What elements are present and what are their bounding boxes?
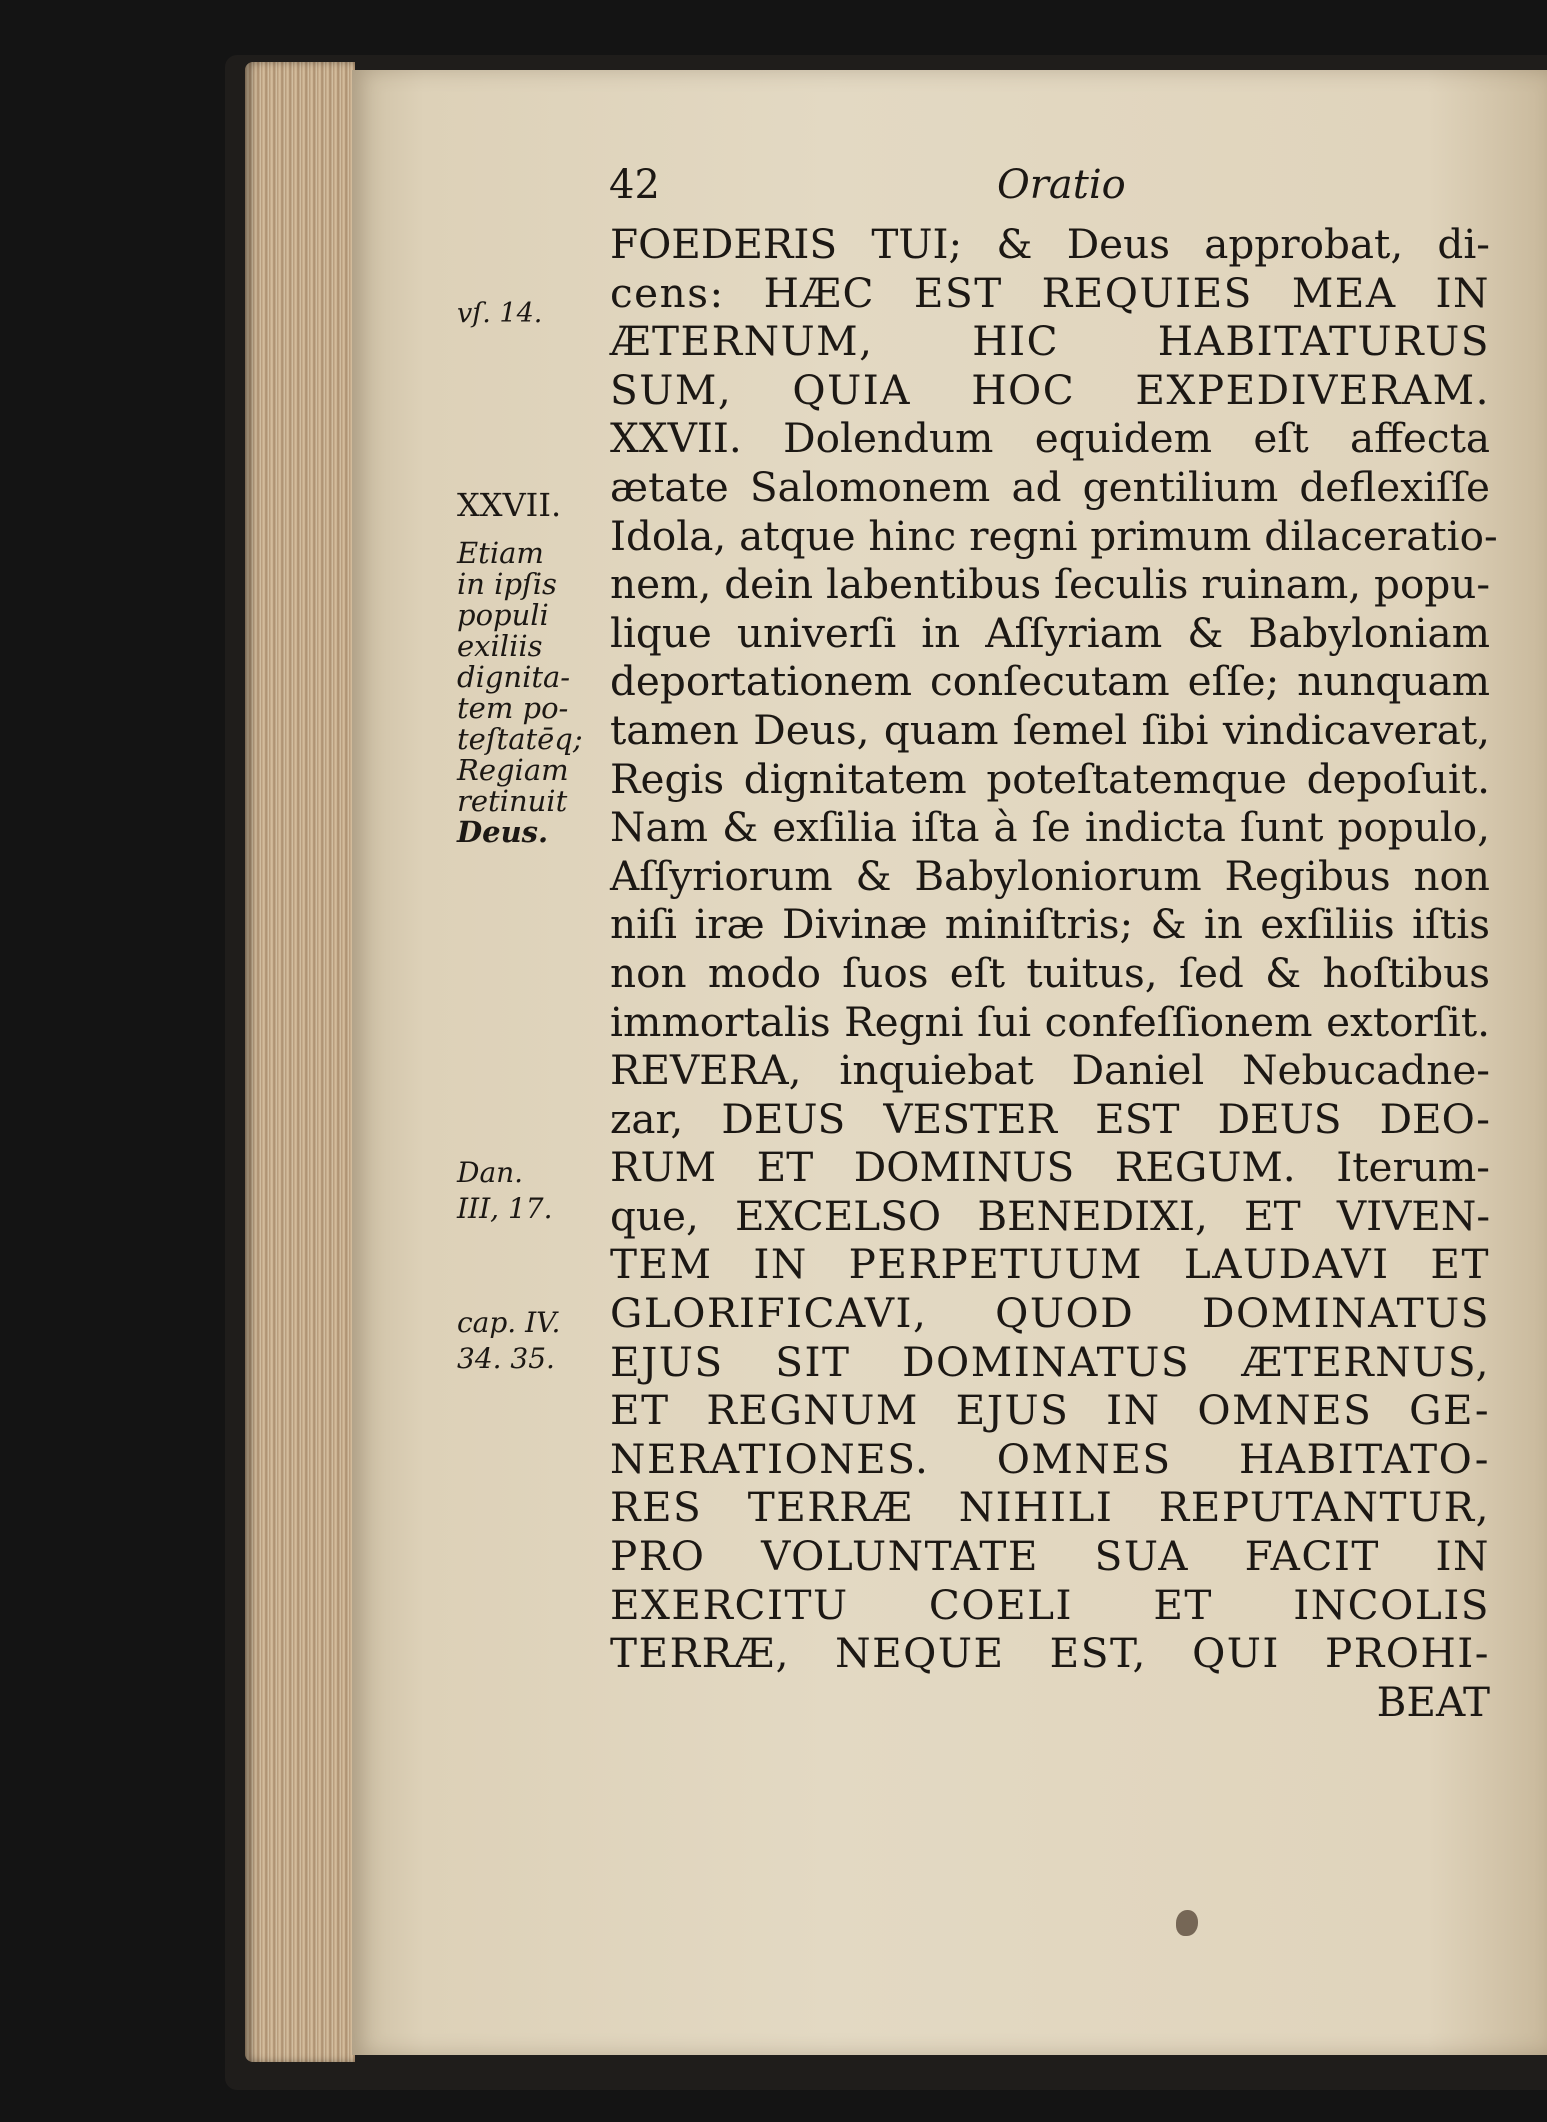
ink-stain bbox=[1176, 1910, 1198, 1936]
text-line: RUM ET DOMINUS REGUM. Iterum- bbox=[610, 1143, 1490, 1192]
margin-summary-line: Deus. bbox=[457, 815, 549, 849]
text-line: cens: HÆC EST REQUIES MEA IN bbox=[610, 268, 1490, 317]
text-line: REVERA, inquiebat Daniel Nebucadne- bbox=[610, 1046, 1490, 1095]
text-line: XXVII. Dolendum equidem eſt affecta bbox=[610, 414, 1490, 463]
text-line: NERATIONES. OMNES HABITATO- bbox=[610, 1434, 1490, 1483]
text-line: GLORIFICAVI, QUOD DOMINATUS bbox=[610, 1289, 1490, 1338]
text-line: PRO VOLUNTATE SUA FACIT IN bbox=[610, 1532, 1490, 1581]
text-line: Aſſyriorum & Babyloniorum Regibus non bbox=[610, 851, 1490, 900]
text-line: que, EXCELSO BENEDIXI, ET VIVEN- bbox=[610, 1191, 1490, 1240]
text-line: EXERCITU COELI ET INCOLIS bbox=[610, 1580, 1490, 1629]
margin-ref-line: III, 17. bbox=[457, 1192, 553, 1225]
text-line: Regis dignitatem poteſtatemque depoſuit. bbox=[610, 754, 1490, 803]
catchword: BEAT bbox=[1376, 1677, 1490, 1726]
text-line: non modo ſuos eſt tuitus, ſed & hoſtibus bbox=[610, 948, 1490, 997]
margin-summary-line: Etiam bbox=[457, 536, 544, 570]
margin-ref-verse: vſ. 14. bbox=[457, 298, 543, 329]
margin-summary-line: Regiam bbox=[457, 753, 569, 787]
text-line: TEM IN PERPETUUM LAUDAVI ET bbox=[610, 1240, 1490, 1289]
page-edges bbox=[245, 62, 355, 2062]
running-title: Oratio bbox=[997, 162, 1126, 208]
text-line: tamen Deus, quam ſemel ſibi vindicaverat, bbox=[610, 705, 1490, 754]
margin-summary bbox=[457, 538, 583, 848]
text-line: EJUS SIT DOMINATUS ÆTERNUS, bbox=[610, 1337, 1490, 1386]
margin-ref-daniel bbox=[457, 1155, 553, 1227]
margin-summary-line: teſtatēq; bbox=[457, 722, 583, 756]
text-line: TERRÆ, NEQUE EST, QUI PROHI- bbox=[610, 1629, 1490, 1678]
text-line: RES TERRÆ NIHILI REPUTANTUR, bbox=[610, 1483, 1490, 1532]
margin-summary-line: exiliis bbox=[457, 629, 543, 663]
text-line: ÆTERNUM, HIC HABITATURUS bbox=[610, 317, 1490, 366]
margin-summary-line: in ipſis bbox=[457, 567, 557, 601]
running-head bbox=[609, 162, 1349, 218]
margin-summary-line: dignita- bbox=[457, 660, 571, 694]
margin-summary-line: retinuit bbox=[457, 784, 568, 818]
text-line: ET REGNUM EJUS IN OMNES GE- bbox=[610, 1386, 1490, 1435]
text-line: ætate Salomonem ad gentilium deflexiſſe bbox=[610, 462, 1490, 511]
margin-summary-line: tem po- bbox=[457, 691, 569, 725]
text-line: SUM, QUIA HOC EXPEDIVERAM. bbox=[610, 365, 1490, 414]
margin-ref-line: Dan. bbox=[457, 1156, 524, 1189]
page-number: 42 bbox=[609, 162, 660, 208]
text-line: niſi iræ Divinæ miniſtris; & in exſiliis iſtis bbox=[610, 900, 1490, 949]
text-line: lique univerſi in Aſſyriam & Babyloniam bbox=[610, 608, 1490, 657]
margin-summary-line: populi bbox=[457, 598, 549, 632]
text-line: Nam & exſilia iſta à ſe indicta ſunt populo, bbox=[610, 803, 1490, 852]
main-text bbox=[610, 220, 1498, 1726]
margin-section-number: XXVII. bbox=[457, 486, 562, 524]
book-page bbox=[352, 70, 1547, 2055]
text-line: immortalis Regni ſui confeſſionem extorſit. bbox=[610, 997, 1490, 1046]
text-line: nem, dein labentibus ſeculis ruinam, popu- bbox=[610, 560, 1491, 609]
text-line: Idola, atque hinc regni primum dilaceratio- bbox=[610, 511, 1498, 560]
margin-ref-line: cap. IV. bbox=[457, 1306, 561, 1339]
text-line: FOEDERIS TUI; & Deus approbat, di- bbox=[610, 220, 1490, 268]
margin-ref-chapter bbox=[457, 1305, 560, 1377]
margin-ref-line: 34. 35. bbox=[457, 1342, 555, 1375]
text-line: deportationem conſecutam eſſe; nunquam bbox=[610, 657, 1490, 706]
text-line: zar, DEUS VESTER EST DEUS DEO- bbox=[610, 1094, 1490, 1143]
